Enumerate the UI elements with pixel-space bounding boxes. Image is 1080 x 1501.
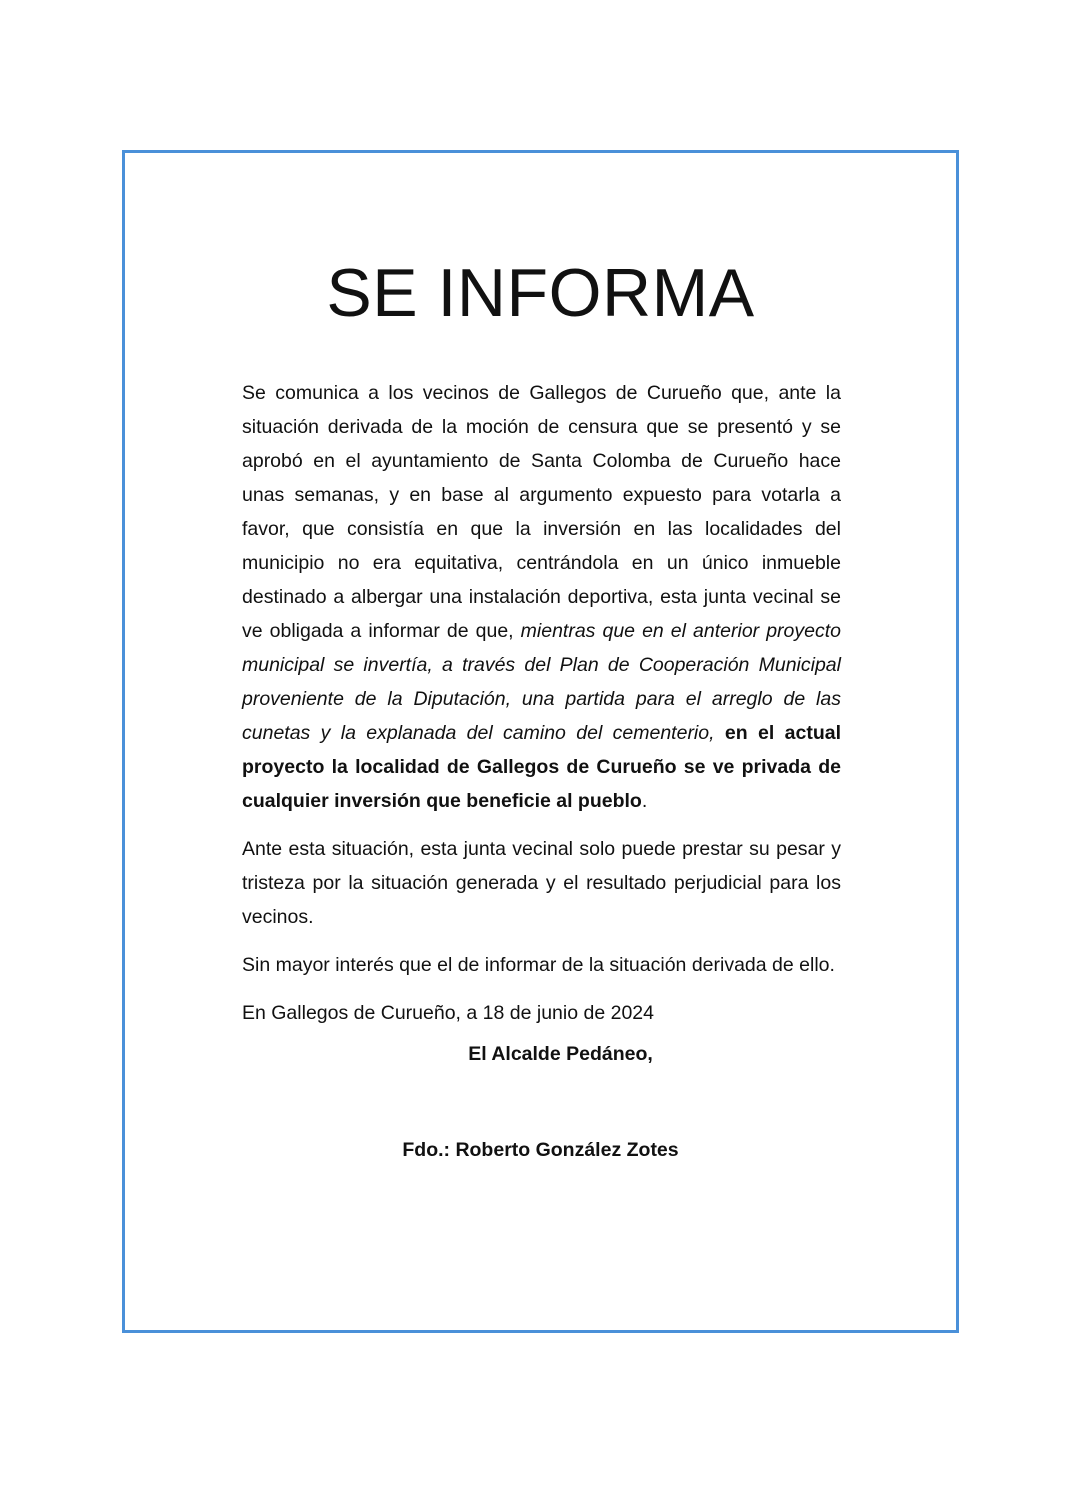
document-frame [122, 150, 959, 1333]
paragraph-closing: Sin mayor interés que el de informar de la situación derivada de ello. [242, 954, 835, 976]
paragraph-main-end: . [641, 790, 648, 812]
signature-title: El Alcalde Pedáneo, [468, 1043, 653, 1065]
paragraph-main [242, 376, 841, 818]
paragraph-main-italic: mientras que en el anterior proyecto municipal se invertía, a través del Plan de Cooperación Municipal proveniente de la Diputación, una partida para el arreglo de las cunetas y la explanada del camino del cementerio, [242, 620, 842, 744]
document-body [242, 376, 841, 1044]
paragraph-sorrow: Ante esta situación, esta junta vecinal solo puede prestar su pesar y tristeza por la situación generada y el resultado perjudicial para los vecinos. [242, 838, 841, 928]
document-title: SE INFORMA [326, 255, 755, 331]
paragraph-main-text: Se comunica a los vecinos de Gallegos de Curueño que, ante la situación derivada de la moción de censura que se presentó y se aprobó en el ayuntamiento de Santa Colomba de Curueño hace unas semanas, y en base al argumento expuesto para votarla a favor, que consistía en que la inversión en las localidades del municipio no era equitativa, centrándola en un único inmueble destinado a albergar una instalación deportiva, esta junta vecinal se ve obligada a informar de que, [242, 382, 841, 642]
place-date: En Gallegos de Curueño, a 18 de junio de 2024 [242, 1002, 654, 1024]
signature-name: Fdo.: Roberto González Zotes [402, 1139, 679, 1161]
paragraph-main-bold: en el actual proyecto la localidad de Gallegos de Curueño se ve privada de cualquier inversión que beneficie al pueblo [242, 722, 842, 812]
